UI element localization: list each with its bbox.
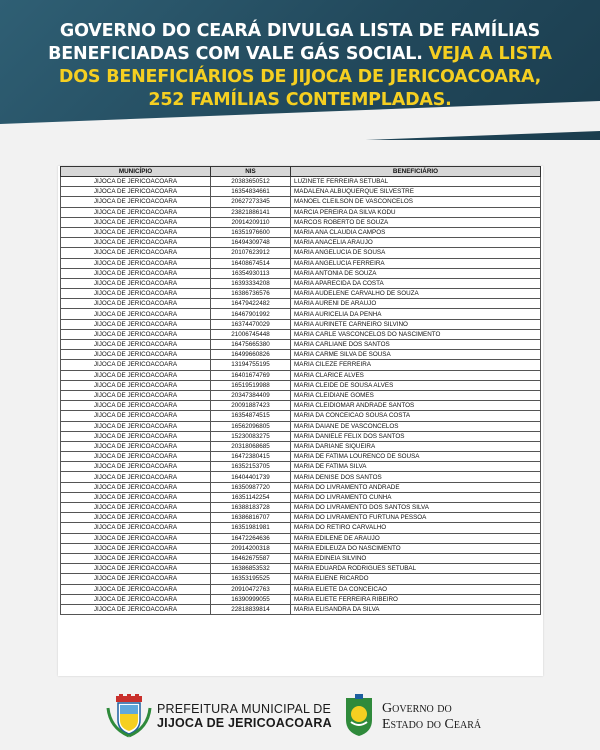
cell-beneficiario: MARIA DENISE DOS SANTOS <box>291 472 541 482</box>
cell-beneficiario: MARIA DO LIVRAMENTO ANDRADE <box>291 482 541 492</box>
cell-municipio: JIJOCA DE JERICOACOARA <box>61 594 211 604</box>
table-row <box>61 217 541 227</box>
cell-municipio: JIJOCA DE JERICOACOARA <box>61 238 211 248</box>
cell-nis: 20318068685 <box>211 441 291 451</box>
cell-municipio: JIJOCA DE JERICOACOARA <box>61 462 211 472</box>
cell-nis: 16479422482 <box>211 299 291 309</box>
cell-nis: 23821886141 <box>211 207 291 217</box>
cell-nis: 16386736576 <box>211 289 291 299</box>
prefeitura-line-2: JIJOCA DE JERICOACOARA <box>157 716 332 730</box>
table-row <box>61 227 541 237</box>
cell-municipio: JIJOCA DE JERICOACOARA <box>61 431 211 441</box>
table-row <box>61 452 541 462</box>
cell-beneficiario: MARIA DA CONCEICAO SOUSA COSTA <box>291 411 541 421</box>
headline-highlight-3: 252 FAMÍLIAS CONTEMPLADAS. <box>148 90 452 110</box>
cell-municipio: JIJOCA DE JERICOACOARA <box>61 309 211 319</box>
cell-beneficiario: MARCOS ROBERTO DE SOUZA <box>291 217 541 227</box>
cell-municipio: JIJOCA DE JERICOACOARA <box>61 319 211 329</box>
cell-nis: 16354874515 <box>211 411 291 421</box>
cell-municipio: JIJOCA DE JERICOACOARA <box>61 329 211 339</box>
table-row <box>61 370 541 380</box>
cell-beneficiario: MANOEL CLEILSON DE VASCONCELOS <box>291 197 541 207</box>
cell-beneficiario: MARIA DANIELE FELIX DOS SANTOS <box>291 431 541 441</box>
table-row <box>61 360 541 370</box>
cell-beneficiario: MARIA CLARICE ALVES <box>291 370 541 380</box>
governo-line-1: Governo do <box>382 701 452 716</box>
footer-logos <box>0 688 600 750</box>
cell-municipio: JIJOCA DE JERICOACOARA <box>61 258 211 268</box>
cell-municipio: JIJOCA DE JERICOACOARA <box>61 268 211 278</box>
cell-nis: 16404401739 <box>211 472 291 482</box>
cell-municipio: JIJOCA DE JERICOACOARA <box>61 289 211 299</box>
table-row <box>61 472 541 482</box>
cell-municipio: JIJOCA DE JERICOACOARA <box>61 217 211 227</box>
cell-nis: 16386816707 <box>211 513 291 523</box>
governo-line-2: Estado do Ceará <box>382 717 482 732</box>
table-row <box>61 289 541 299</box>
table-row <box>61 574 541 584</box>
table-row <box>61 513 541 523</box>
headline-line-1: GOVERNO DO CEARÁ DIVULGA LISTA DE FAMÍLIAS <box>59 21 541 41</box>
cell-municipio: JIJOCA DE JERICOACOARA <box>61 482 211 492</box>
table-row <box>61 350 541 360</box>
cell-nis: 16499660826 <box>211 350 291 360</box>
cell-municipio: JIJOCA DE JERICOACOARA <box>61 278 211 288</box>
table-row <box>61 258 541 268</box>
cell-municipio: JIJOCA DE JERICOACOARA <box>61 299 211 309</box>
cell-beneficiario: MARIA CARLIANE DOS SANTOS <box>291 340 541 350</box>
cell-nis: 16350987720 <box>211 482 291 492</box>
cell-beneficiario: MARIA DAIANE DE VASCONCELOS <box>291 421 541 431</box>
cell-nis: 16351142254 <box>211 492 291 502</box>
column-header-beneficiario: BENEFICIÁRIO <box>291 167 541 177</box>
cell-beneficiario: MARIA DARIANE SIQUEIRA <box>291 441 541 451</box>
cell-beneficiario: MARIA ANA CLAUDIA CAMPOS <box>291 227 541 237</box>
cell-nis: 16353195525 <box>211 574 291 584</box>
cell-beneficiario: MARIA EDINEIA SILVINO <box>291 553 541 563</box>
cell-nis: 16393334208 <box>211 278 291 288</box>
header-banner <box>0 0 600 140</box>
cell-beneficiario: MARIA ELIENE RICARDO <box>291 574 541 584</box>
cell-nis: 16467901992 <box>211 309 291 319</box>
beneficiary-list-sheet <box>58 166 543 676</box>
table-row <box>61 248 541 258</box>
cell-municipio: JIJOCA DE JERICOACOARA <box>61 207 211 217</box>
jijoca-coat-of-arms-icon <box>106 694 152 738</box>
governo-wordmark <box>382 701 481 733</box>
table-row <box>61 319 541 329</box>
cell-nis: 16386853532 <box>211 564 291 574</box>
cell-municipio: JIJOCA DE JERICOACOARA <box>61 340 211 350</box>
cell-nis: 16519519988 <box>211 380 291 390</box>
cell-beneficiario: MARIA AURINETE CARNEIRO SILVINO <box>291 319 541 329</box>
table-row <box>61 431 541 441</box>
cell-nis: 16475665380 <box>211 340 291 350</box>
cell-nis: 13194755195 <box>211 360 291 370</box>
table-row <box>61 604 541 614</box>
cell-municipio: JIJOCA DE JERICOACOARA <box>61 248 211 258</box>
cell-beneficiario: MARIA AURICELIA DA PENHA <box>291 309 541 319</box>
cell-municipio: JIJOCA DE JERICOACOARA <box>61 513 211 523</box>
table-row <box>61 503 541 513</box>
table-row <box>61 523 541 533</box>
cell-nis: 20914209110 <box>211 217 291 227</box>
cell-beneficiario: MARIA CLEIDE DE SOUSA ALVES <box>291 380 541 390</box>
prefeitura-line-1: PREFEITURA MUNICIPAL DE <box>157 702 332 716</box>
cell-nis: 16351976600 <box>211 227 291 237</box>
cell-beneficiario: MARIA CARLE VASCONCELOS DO NASCIMENTO <box>291 329 541 339</box>
ceara-state-emblem-icon <box>342 694 376 738</box>
cell-beneficiario: MARIA ANGELUCIA FERREIRA <box>291 258 541 268</box>
cell-municipio: JIJOCA DE JERICOACOARA <box>61 503 211 513</box>
cell-nis: 20910472763 <box>211 584 291 594</box>
table-row <box>61 594 541 604</box>
headline-line-2: BENEFICIADAS COM VALE GÁS SOCIAL. <box>48 44 423 64</box>
column-header-nis: NIS <box>211 167 291 177</box>
table-row <box>61 187 541 197</box>
cell-municipio: JIJOCA DE JERICOACOARA <box>61 604 211 614</box>
cell-municipio: JIJOCA DE JERICOACOARA <box>61 472 211 482</box>
table-row <box>61 421 541 431</box>
table-row <box>61 543 541 553</box>
cell-beneficiario: MARIA ANTONIA DE SOUZA <box>291 268 541 278</box>
table-row <box>61 380 541 390</box>
cell-municipio: JIJOCA DE JERICOACOARA <box>61 227 211 237</box>
prefeitura-wordmark <box>157 702 332 731</box>
cell-municipio: JIJOCA DE JERICOACOARA <box>61 452 211 462</box>
cell-nis: 15230083275 <box>211 431 291 441</box>
cell-municipio: JIJOCA DE JERICOACOARA <box>61 411 211 421</box>
cell-beneficiario: MARIA DO RETIRO CARVALHO <box>291 523 541 533</box>
cell-nis: 20383650512 <box>211 177 291 187</box>
table-row <box>61 390 541 400</box>
cell-municipio: JIJOCA DE JERICOACOARA <box>61 177 211 187</box>
cell-municipio: JIJOCA DE JERICOACOARA <box>61 533 211 543</box>
cell-nis: 20091887423 <box>211 401 291 411</box>
table-row <box>61 533 541 543</box>
table-row <box>61 207 541 217</box>
cell-municipio: JIJOCA DE JERICOACOARA <box>61 584 211 594</box>
headline-highlight-1: VEJA A LISTA <box>428 44 552 64</box>
table-row <box>61 553 541 563</box>
cell-municipio: JIJOCA DE JERICOACOARA <box>61 197 211 207</box>
cell-beneficiario: MARIA ANACELIA ARAUJO <box>291 238 541 248</box>
cell-beneficiario: MARIA ANGELUCIA DE SOUSA <box>291 248 541 258</box>
cell-nis: 16562096805 <box>211 421 291 431</box>
cell-nis: 16354930113 <box>211 268 291 278</box>
cell-beneficiario: MARIA DO LIVRAMENTO CUNHA <box>291 492 541 502</box>
cell-municipio: JIJOCA DE JERICOACOARA <box>61 523 211 533</box>
cell-beneficiario: MARIA ELIETE DA CONCEICAO <box>291 584 541 594</box>
cell-nis: 16351981981 <box>211 523 291 533</box>
table-row <box>61 411 541 421</box>
headline-highlight-2: DOS BENEFICIÁRIOS DE JIJOCA DE JERICOACOARA, <box>58 67 542 87</box>
cell-beneficiario: MADALENA ALBUQUERQUE SILVESTRE <box>291 187 541 197</box>
cell-nis: 16390999055 <box>211 594 291 604</box>
cell-municipio: JIJOCA DE JERICOACOARA <box>61 350 211 360</box>
beneficiary-table <box>60 166 541 615</box>
cell-municipio: JIJOCA DE JERICOACOARA <box>61 390 211 400</box>
cell-beneficiario: LUZINETE FERREIRA SETUBAL <box>291 177 541 187</box>
cell-nis: 16374470029 <box>211 319 291 329</box>
table-row <box>61 299 541 309</box>
cell-nis: 20627273345 <box>211 197 291 207</box>
cell-municipio: JIJOCA DE JERICOACOARA <box>61 360 211 370</box>
table-row <box>61 340 541 350</box>
cell-nis: 16494309748 <box>211 238 291 248</box>
cell-municipio: JIJOCA DE JERICOACOARA <box>61 187 211 197</box>
cell-beneficiario: MARIA APARECIDA DA COSTA <box>291 278 541 288</box>
cell-municipio: JIJOCA DE JERICOACOARA <box>61 564 211 574</box>
cell-beneficiario: MARIA DE FATIMA SILVA <box>291 462 541 472</box>
cell-beneficiario: MARIA DE FATIMA LOURENCO DE SOUSA <box>291 452 541 462</box>
table-row <box>61 309 541 319</box>
cell-beneficiario: MARCIA PEREIRA DA SILVA KODU <box>291 207 541 217</box>
table-row <box>61 197 541 207</box>
cell-nis: 20107623912 <box>211 248 291 258</box>
cell-municipio: JIJOCA DE JERICOACOARA <box>61 380 211 390</box>
cell-nis: 20347384409 <box>211 390 291 400</box>
cell-nis: 16472264636 <box>211 533 291 543</box>
cell-municipio: JIJOCA DE JERICOACOARA <box>61 492 211 502</box>
cell-beneficiario: MARIA CARME SILVA DE SOUSA <box>291 350 541 360</box>
cell-nis: 16401674769 <box>211 370 291 380</box>
table-row <box>61 564 541 574</box>
cell-municipio: JIJOCA DE JERICOACOARA <box>61 543 211 553</box>
cell-beneficiario: MARIA CILEZE FERREIRA <box>291 360 541 370</box>
table-row <box>61 278 541 288</box>
table-row <box>61 584 541 594</box>
table-row <box>61 482 541 492</box>
cell-nis: 16354834661 <box>211 187 291 197</box>
cell-beneficiario: MARIA EDILENE DE ARAUJO <box>291 533 541 543</box>
table-row <box>61 177 541 187</box>
cell-nis: 16388183728 <box>211 503 291 513</box>
cell-beneficiario: MARIA DO LIVRAMENTO DOS SANTOS SILVA <box>291 503 541 513</box>
cell-beneficiario: MARIA ELISANDRA DA SILVA <box>291 604 541 614</box>
cell-nis: 16472380415 <box>211 452 291 462</box>
cell-nis: 16352153705 <box>211 462 291 472</box>
cell-beneficiario: MARIA EDUARDA RODRIGUES SETUBAL <box>291 564 541 574</box>
cell-nis: 21006745448 <box>211 329 291 339</box>
table-body <box>61 177 541 615</box>
cell-beneficiario: MARIA ELIETE FERREIRA RIBEIRO <box>291 594 541 604</box>
cell-beneficiario: MARIA AUDELENE CARVALHO DE SOUZA <box>291 289 541 299</box>
cell-municipio: JIJOCA DE JERICOACOARA <box>61 553 211 563</box>
cell-municipio: JIJOCA DE JERICOACOARA <box>61 441 211 451</box>
cell-nis: 16462675587 <box>211 553 291 563</box>
table-row <box>61 492 541 502</box>
table-row <box>61 401 541 411</box>
table-row <box>61 268 541 278</box>
cell-beneficiario: MARIA DO LIVRAMENTO FURTUNA PESSOA <box>291 513 541 523</box>
cell-nis: 22818839814 <box>211 604 291 614</box>
table-header-row <box>61 167 541 177</box>
table-row <box>61 329 541 339</box>
cell-municipio: JIJOCA DE JERICOACOARA <box>61 370 211 380</box>
headline <box>0 20 600 112</box>
cell-municipio: JIJOCA DE JERICOACOARA <box>61 421 211 431</box>
table-row <box>61 238 541 248</box>
cell-municipio: JIJOCA DE JERICOACOARA <box>61 574 211 584</box>
table-row <box>61 462 541 472</box>
cell-beneficiario: MARIA CLEIDIOMAR ANDRADE SANTOS <box>291 401 541 411</box>
cell-nis: 16408674514 <box>211 258 291 268</box>
cell-municipio: JIJOCA DE JERICOACOARA <box>61 401 211 411</box>
cell-nis: 20914200318 <box>211 543 291 553</box>
cell-beneficiario: MARIA CLEIDIANE GOMES <box>291 390 541 400</box>
cell-beneficiario: MARIA EDILEUZA DO NASCIMENTO <box>291 543 541 553</box>
table-row <box>61 441 541 451</box>
cell-beneficiario: MARIA AURENI DE ARAUJO <box>291 299 541 309</box>
column-header-municipio: MUNICÍPIO <box>61 167 211 177</box>
